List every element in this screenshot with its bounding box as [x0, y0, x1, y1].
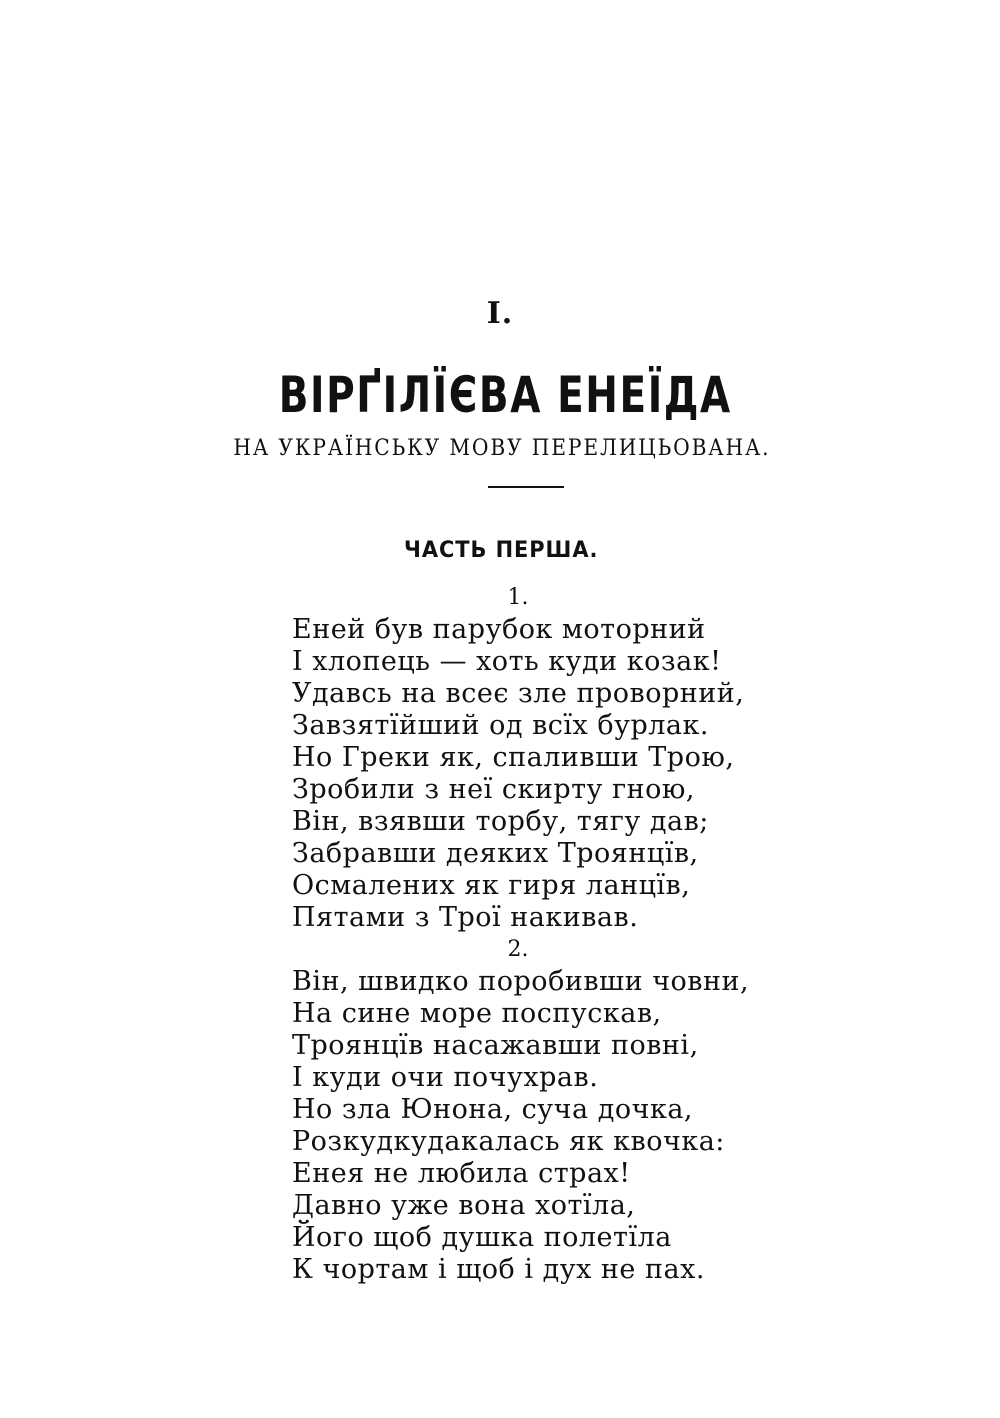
stanza-lines — [0, 614, 1000, 934]
poem-line: Його щоб душка полетїла — [292, 1222, 672, 1253]
poem-line: І хлопець — хоть куди козак! — [292, 646, 722, 677]
poem-line: Зробили з неї скирту гною, — [292, 774, 696, 805]
poem-line: Удавсь на всеє зле проворний, — [292, 678, 745, 709]
poem-body — [0, 582, 1000, 1286]
poem-line: Він, взявши торбу, тягу дав; — [292, 806, 709, 837]
poem-line: На сине море поспускав, — [292, 998, 662, 1029]
stanza-number: 2. — [507, 937, 529, 962]
stanza-2 — [0, 934, 1000, 1286]
poem-line: Забравши деяких Троянцїв, — [292, 838, 699, 869]
poem-line: Пятами з Трої накивав. — [292, 902, 639, 933]
poem-line: Но Греки як, спаливши Трою, — [292, 742, 735, 773]
poem-line: Но зла Юнона, суча дочка, — [292, 1094, 693, 1125]
stanza-1 — [0, 582, 1000, 934]
poem-line: Давно уже вона хотїла, — [292, 1190, 636, 1221]
part-heading: ЧАСТЬ ПЕРША. — [404, 538, 599, 563]
poem-line: Енея не любила страх! — [292, 1158, 631, 1189]
poem-line: Розкудкудакалась як квочка: — [292, 1126, 725, 1157]
section-number: I. — [486, 296, 514, 331]
poem-line: Завзятїйший од всїх бурлак. — [292, 710, 709, 741]
poem-line: Еней був парубок моторний — [292, 614, 706, 645]
poem-line: К чортам і щоб і дух не пах. — [292, 1254, 705, 1285]
title-divider — [488, 486, 564, 488]
book-title: ВІРҐІЛЇЄВА ЕНЕЇДА — [278, 366, 732, 424]
stanza-lines — [0, 966, 1000, 1286]
stanza-number: 1. — [507, 585, 529, 610]
poem-line: І куди очи почухрав. — [292, 1062, 599, 1093]
poem-line: Осмалених як гиря ланцїв, — [292, 870, 691, 901]
poem-line: Він, швидко поробивши човни, — [292, 966, 750, 997]
book-subtitle: НА УКРАЇНСЬКУ МОВУ ПЕРЕЛИЦЬОВАНА. — [233, 436, 771, 461]
poem-line: Троянцїв насажавши повні, — [292, 1030, 699, 1061]
